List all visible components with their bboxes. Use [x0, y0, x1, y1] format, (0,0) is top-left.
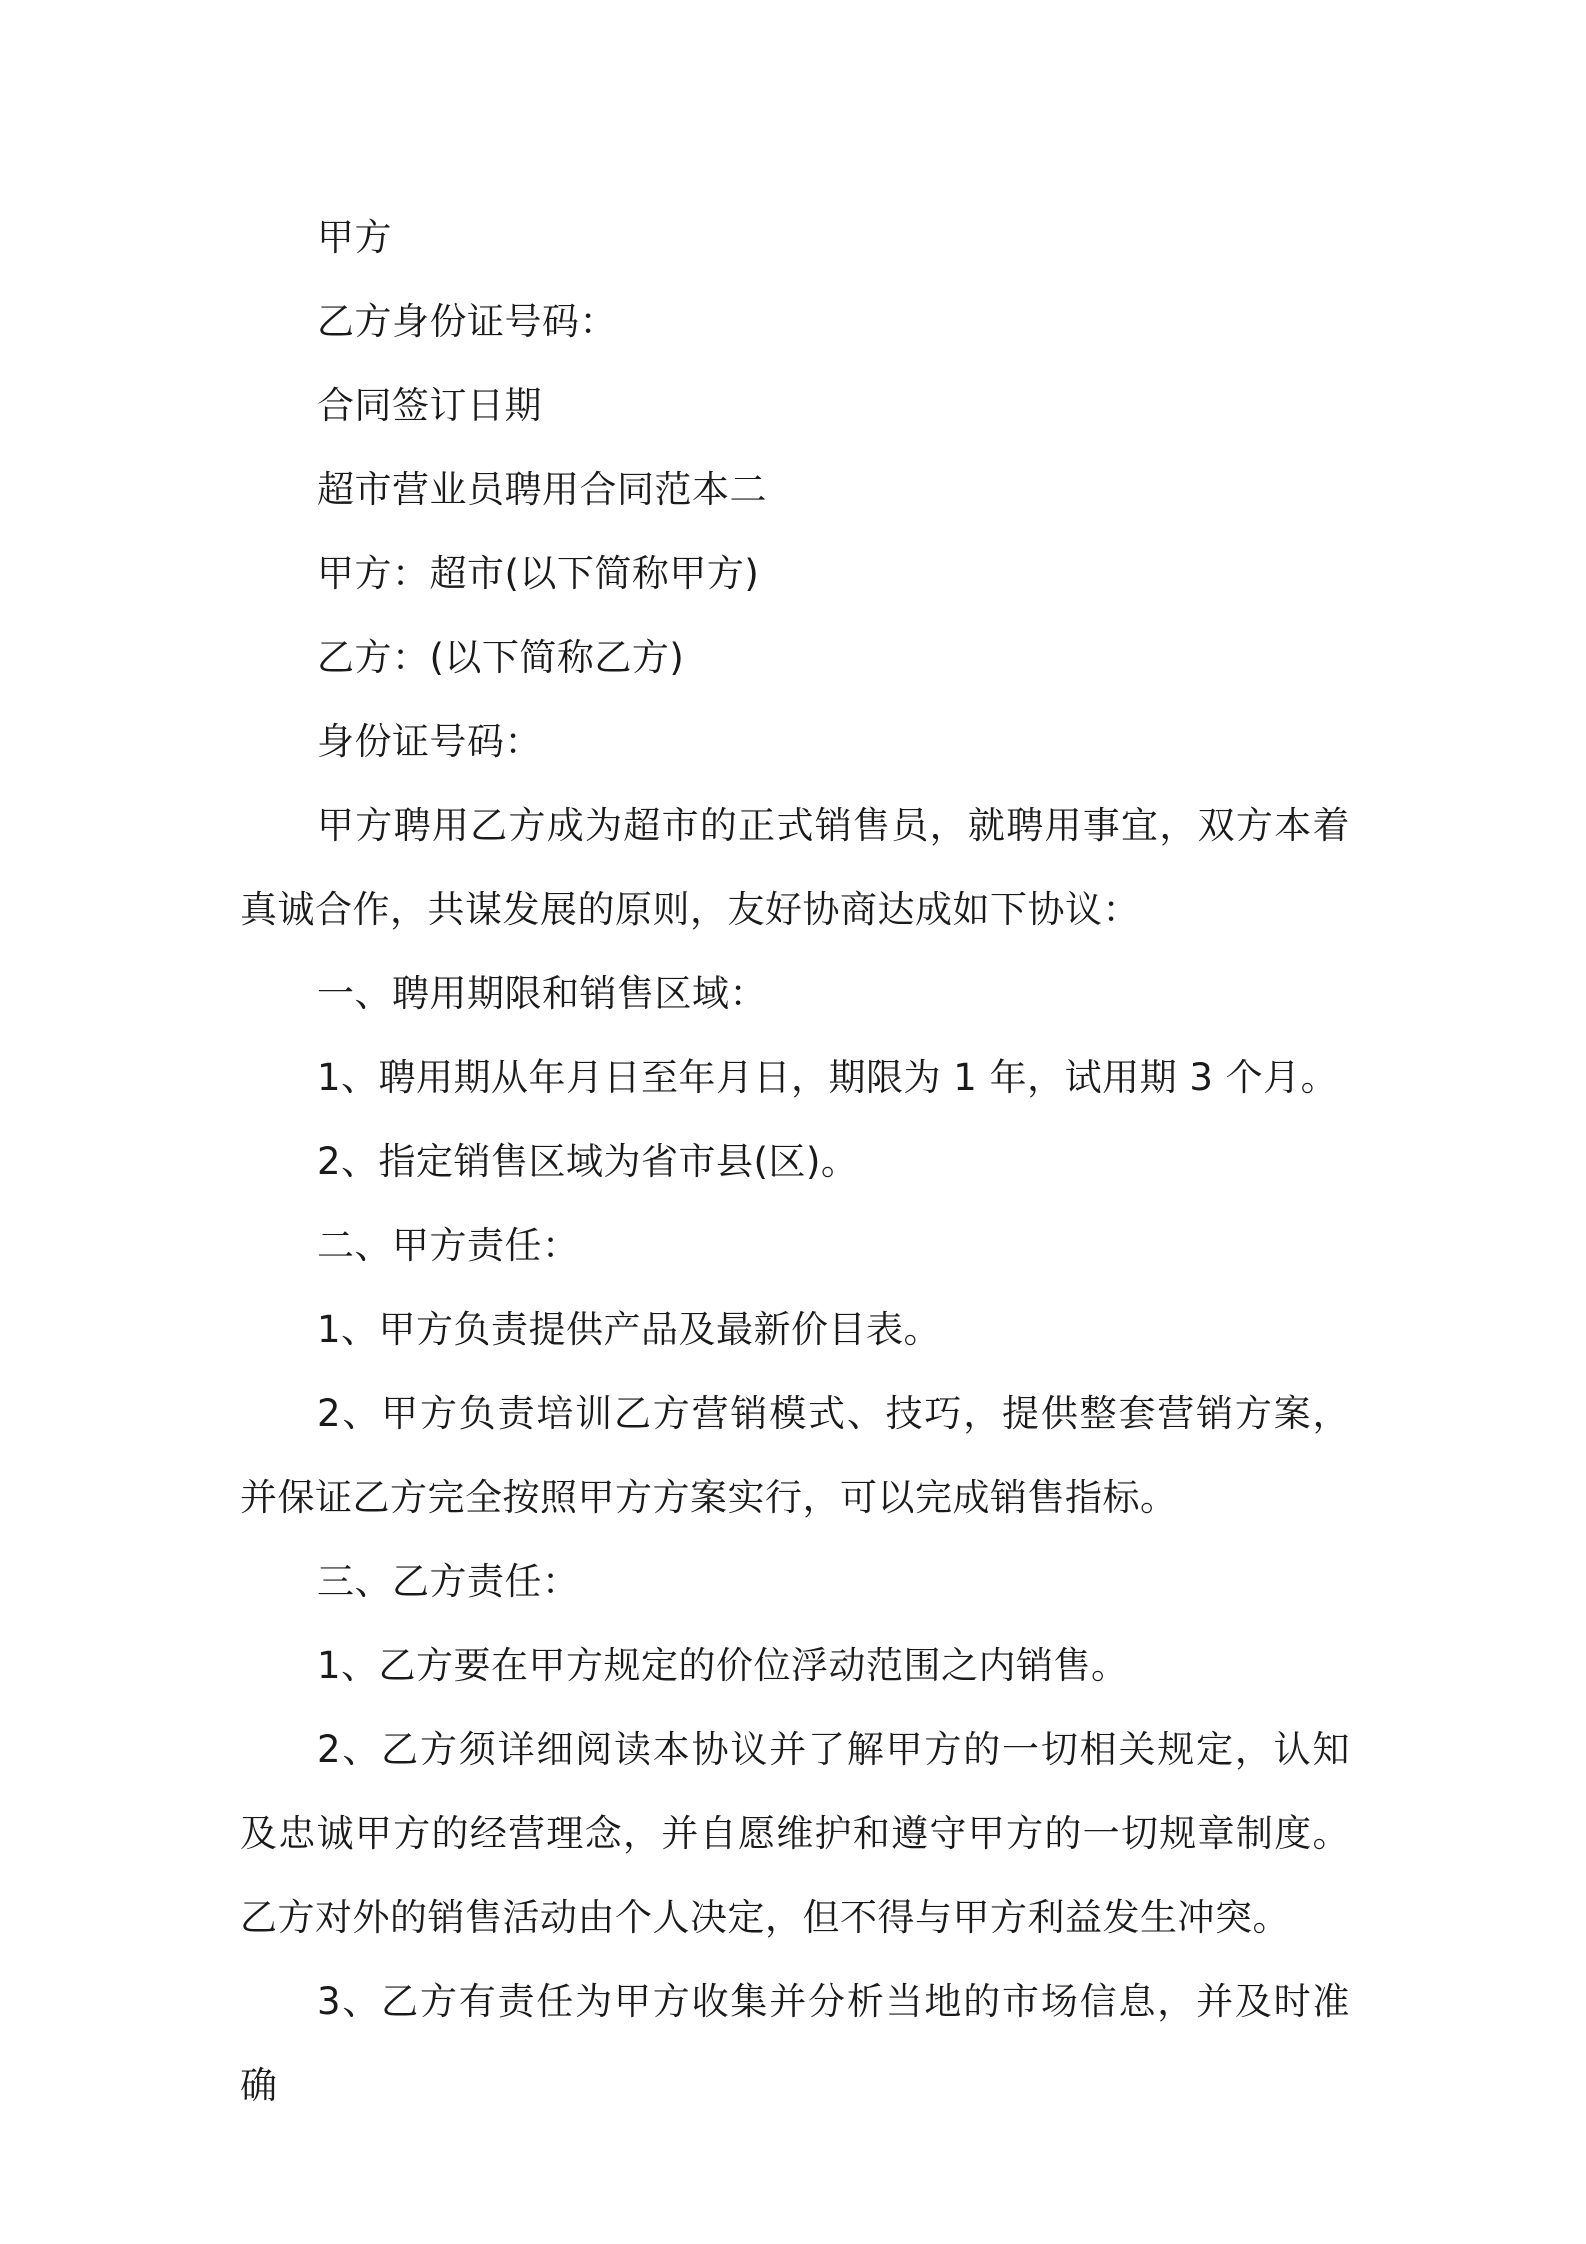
section-heading-party-b-duties: 三、乙方责任： [317, 1560, 580, 1603]
clause-employment-period: 1、聘用期从年月日至年月日，期限为 1 年，试用期 3 个月。 [317, 1056, 1339, 1099]
contract-signing-date-label: 合同签订日期 [317, 384, 542, 427]
party-b-definition: 乙方：(以下简称乙方) [317, 636, 685, 679]
section-heading-term-and-region: 一、聘用期限和销售区域： [317, 972, 767, 1015]
clause-party-b-pricing: 1、乙方要在甲方规定的价位浮动范围之内销售。 [317, 1644, 1129, 1687]
clause-party-b-market-info: 3、乙方有责任为甲方收集并分析当地的市场信息，并及时准确 [240, 1980, 1350, 2107]
contract-title: 超市营业员聘用合同范本二 [317, 468, 767, 511]
preamble-paragraph: 甲方聘用乙方成为超市的正式销售员，就聘用事宜，双方本着真诚合作，共谋发展的原则，友好协商达成如下协议： [240, 804, 1350, 931]
clause-party-a-products: 1、甲方负责提供产品及最新价目表。 [317, 1308, 942, 1351]
clause-party-a-training: 2、甲方负责培训乙方营销模式、技巧，提供整套营销方案，并保证乙方完全按照甲方方案实行，可以完成销售指标。 [240, 1392, 1350, 1519]
party-b-id-number-label: 乙方身份证号码： [317, 300, 617, 343]
clause-party-b-compliance: 2、乙方须详细阅读本协议并了解甲方的一切相关规定，认知及忠诚甲方的经营理念，并自愿维护和遵守甲方的一切规章制度。乙方对外的销售活动由个人决定，但不得与甲方利益发生冲突。 [240, 1728, 1350, 1939]
clause-sales-region: 2、指定销售区域为省市县(区)。 [317, 1140, 859, 1183]
party-a-label: 甲方 [317, 216, 392, 259]
contract-body [240, 196, 1350, 2128]
section-heading-party-a-duties: 二、甲方责任： [317, 1224, 580, 1267]
id-number-label: 身份证号码： [317, 720, 542, 763]
party-a-definition: 甲方：超市(以下简称甲方) [317, 552, 760, 595]
